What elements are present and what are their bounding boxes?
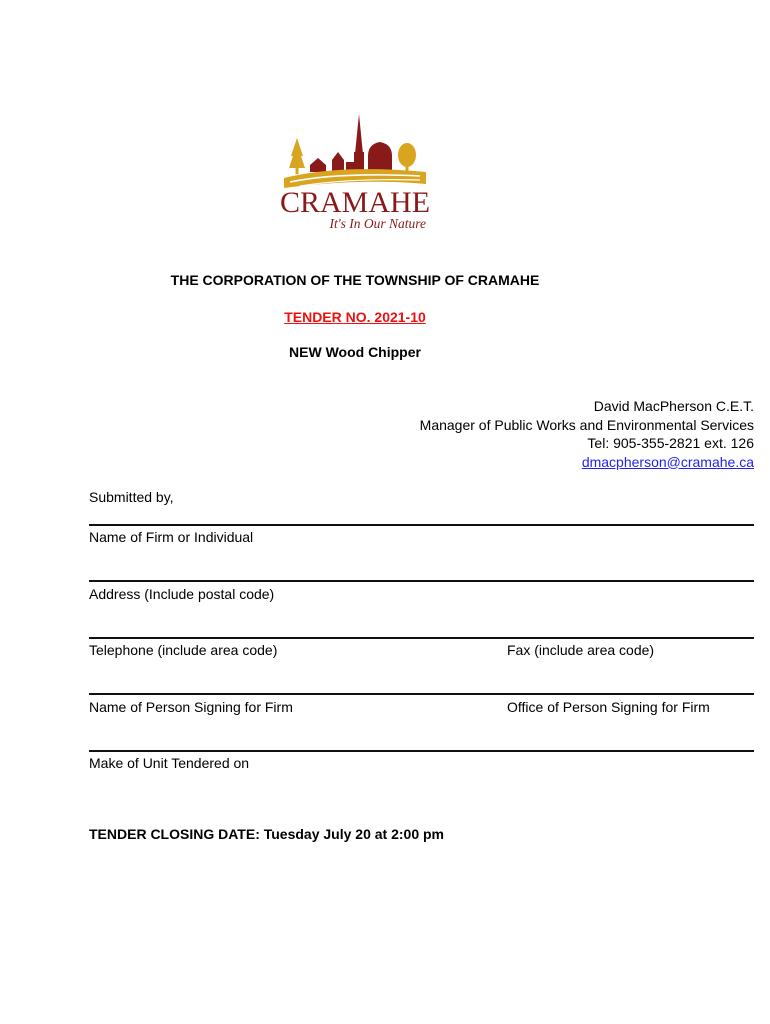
fax-label: Fax (include area code) <box>507 642 655 658</box>
logo-tagline: It's In Our Nature <box>329 216 426 231</box>
signer-office-label: Office of Person Signing for Firm <box>507 699 710 715</box>
address-label: Address (Include postal code) <box>89 586 275 602</box>
contact-tel: Tel: 905-355-2821 ext. 126 <box>587 435 754 451</box>
contact-position: Manager of Public Works and Environmental Services <box>419 416 754 433</box>
submitted-by-label: Submitted by, <box>89 489 174 505</box>
telephone-fax-line[interactable] <box>89 637 754 639</box>
document-title: THE CORPORATION OF THE TOWNSHIP OF CRAMAHE <box>170 272 540 288</box>
contact-email-link[interactable]: dmacpherson@cramahe.ca <box>581 453 754 470</box>
telephone-label: Telephone (include area code) <box>89 642 278 658</box>
logo-wordmark: CRAMAHE <box>280 186 431 219</box>
contact-block <box>420 397 754 471</box>
unit-make-label: Make of Unit Tendered on <box>89 755 250 771</box>
contact-name: David MacPherson C.E.T. <box>593 398 754 414</box>
tender-number: TENDER NO. 2021-10 <box>284 309 426 325</box>
township-landscape-icon <box>280 108 430 188</box>
firm-name-line[interactable] <box>89 524 754 526</box>
tender-subject: NEW Wood Chipper <box>289 344 421 360</box>
firm-name-label: Name of Firm or Individual <box>89 529 254 545</box>
cramahe-logo <box>280 108 430 233</box>
address-line[interactable] <box>89 580 754 582</box>
signer-name-label: Name of Person Signing for Firm <box>89 699 293 715</box>
unit-make-line[interactable] <box>89 750 754 752</box>
signer-line[interactable] <box>89 693 754 695</box>
closing-date: TENDER CLOSING DATE: Tuesday July 20 at 2:00 pm <box>89 826 445 842</box>
